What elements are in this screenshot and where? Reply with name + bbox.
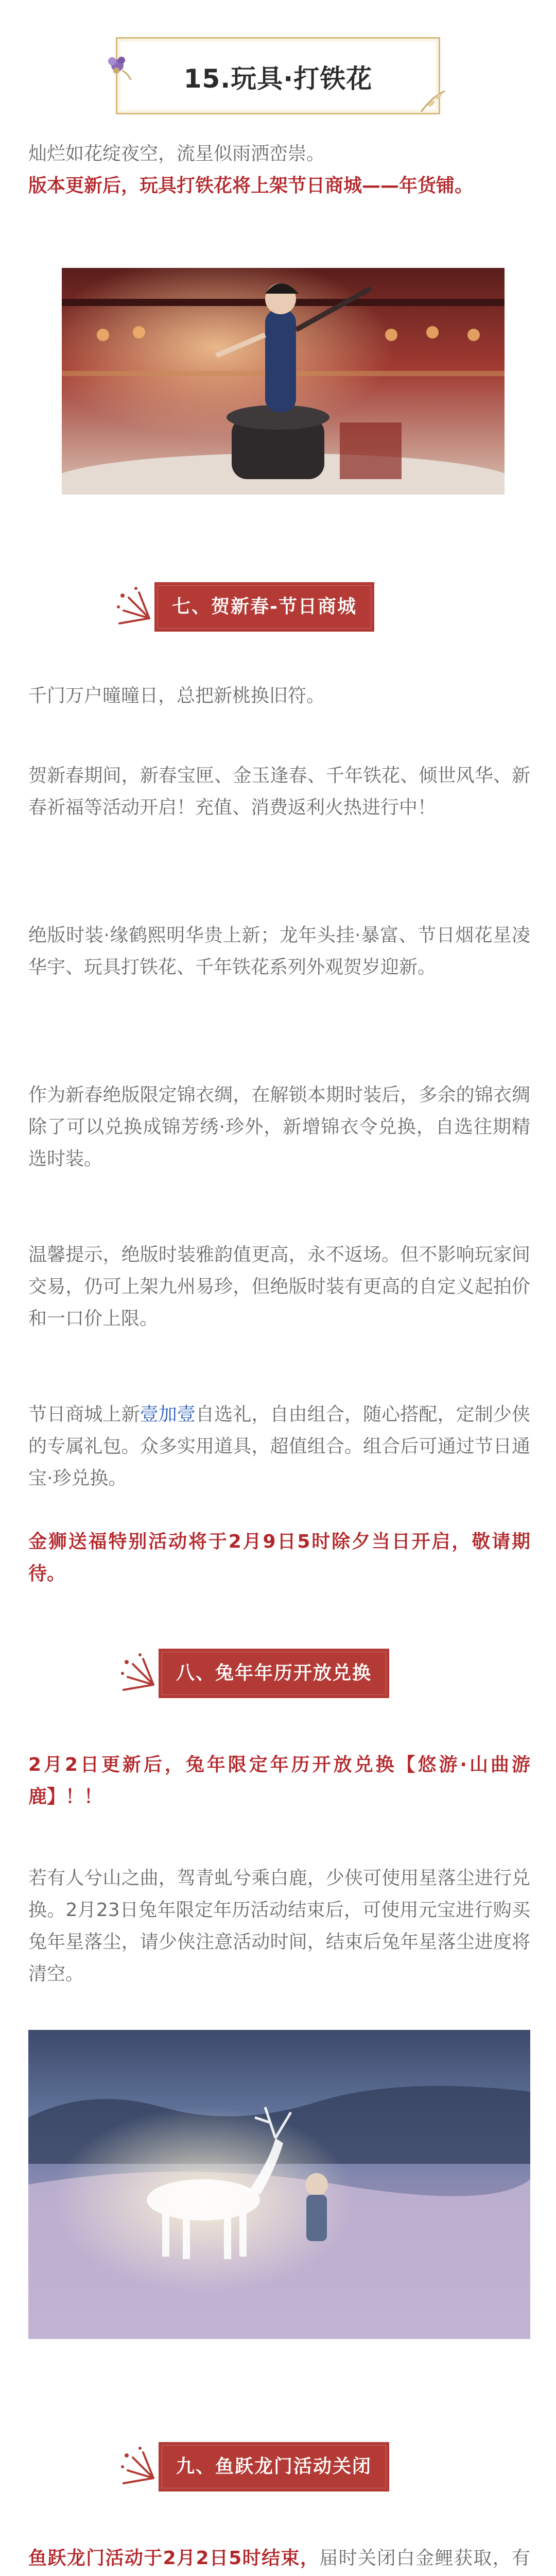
section-7-paragraph-3: 绝版时装·缘鹤熙明华贵上新；龙年头挂·暴富、节日烟花星凌华宇、玩具打铁花、千年铁花系列外观贺岁迎新。 xyxy=(28,925,530,978)
toy-iron-flower-image xyxy=(62,268,505,495)
section-8-announcement: 2月2日更新后，兔年限定年历开放兑换【悠游·山曲游鹿】！！ xyxy=(28,1754,530,1807)
intro-line-2-highlight: 版本更新后，玩具打铁花将上架节日商城——年货铺。 xyxy=(28,175,474,196)
white-deer-calendar-image xyxy=(28,2030,530,2339)
section-7-paragraph-4: 作为新春绝版限定锦衣绸，在解锁本期时装后，多余的锦衣绸除了可以兑换成锦芳绣·珍外，新增锦衣令兑换，自选往期精选时装。 xyxy=(28,1084,530,1170)
paragraph-text: 自选礼，自由组合，随心搭配，定制少侠的专属礼包。众多实用道具，超值组合。组合后可通过节日通宝·珍兑换。 xyxy=(28,1404,530,1489)
firework-icon xyxy=(113,582,160,632)
section-7-paragraph-5: 温馨提示，绝版时装雅韵值更高，永不返场。但不影响玩家间交易，仍可上架九州易珍，但绝版时装有更高的自定义起拍价和一口价上限。 xyxy=(28,1244,530,1329)
paragraph-text: 届时关闭白金鲤获取，有 xyxy=(319,2548,530,2569)
section-7-paragraph-1: 千门万户曈曈日，总把新桃换旧符。 xyxy=(28,685,325,706)
firework-icon xyxy=(117,1649,164,1698)
firework-icon xyxy=(117,2442,164,2492)
section-7-title: 七、贺新春-节日商城 xyxy=(154,582,374,632)
section-8-paragraph: 若有人兮山之曲，驾青虬兮乘白鹿，少侠可使用星落尘进行兑换。2月23日兔年限定年历活动结束后，可使用元宝进行购买兔年星落尘，请少侠注意活动时间，结束后兔年星落尘进度将清空。 xyxy=(28,1868,530,1985)
intro-line-1: 灿烂如花绽夜空，流星似雨洒峦崇。 xyxy=(28,143,325,164)
page-title: 15.玩具·打铁花 xyxy=(183,64,373,94)
product-name-highlight: 壹加壹 xyxy=(140,1404,196,1425)
section-7-notice: 金狮送福特别活动将于2月9日5时除夕当日开启，敬请期待。 xyxy=(28,1531,530,1584)
section-9-paragraph-1 xyxy=(28,2543,530,2576)
section-header-9 xyxy=(117,2442,457,2492)
section-header-8 xyxy=(117,1649,457,1698)
section-7-paragraph-2: 贺新春期间，新春宝匣、金玉逢春、千年铁花、倾世风华、新春祈福等活动开启！充值、消费返利火热进行中！ xyxy=(28,765,530,818)
title-card xyxy=(116,37,440,114)
section-7-paragraph-6 xyxy=(28,1399,530,1495)
event-end-highlight: 鱼跃龙门活动于2月2日5时结束， xyxy=(28,2548,320,2569)
section-9-title: 九、鱼跃龙门活动关闭 xyxy=(159,2442,389,2492)
section-8-title: 八、兔年年历开放兑换 xyxy=(159,1649,389,1698)
paragraph-text: 节日商城上新 xyxy=(28,1404,140,1425)
section-header-7 xyxy=(113,582,453,632)
